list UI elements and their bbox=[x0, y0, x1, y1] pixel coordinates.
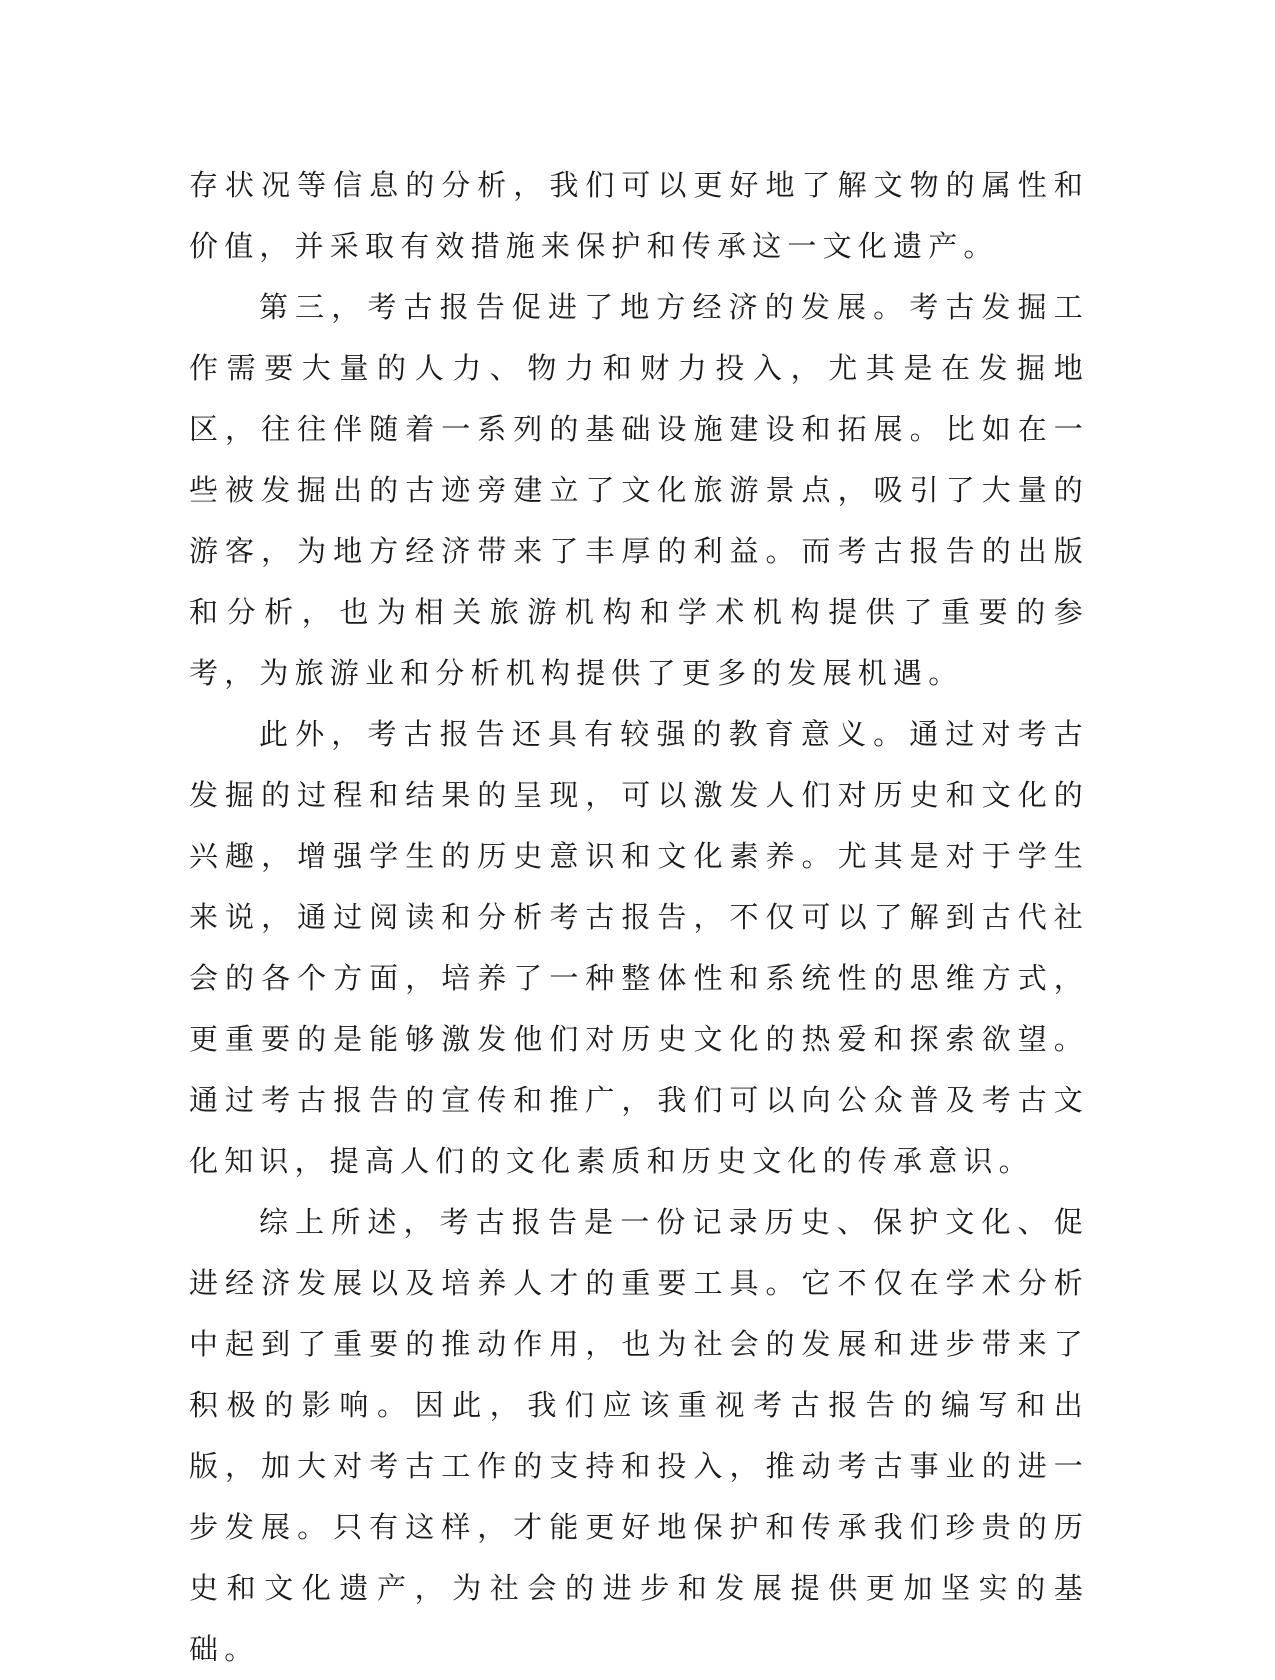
document-body bbox=[189, 155, 1089, 1680]
paragraph-conclusion: 综上所述，考古报告是一份记录历史、保护文化、促进经济发展以及培养人才的重要工具。它不仅在学术分析中起到了重要的推动作用，也为社会的发展和进步带来了积极的影响。因此，我们应该重视考古报告的编写和出版，加大对考古工作的支持和投入，推动考古事业的进一步发展。只有这样，才能更好地保护和传承我们珍贵的历史和文化遗产，为社会的进步和发展提供更加坚实的基础。 bbox=[189, 1205, 1089, 1666]
paragraph-continuation: 存状况等信息的分析，我们可以更好地了解文物的属性和价值，并采取有效措施来保护和传承这一文化遗产。 bbox=[189, 168, 1089, 263]
paragraph-economy: 第三，考古报告促进了地方经济的发展。考古发掘工作需要大量的人力、物力和财力投入，尤其是在发掘地区，往往伴随着一系列的基础设施建设和拓展。比如在一些被发掘出的古迹旁建立了文化旅游景点，吸引了大量的游客，为地方经济带来了丰厚的利益。而考古报告的出版和分析，也为相关旅游机构和学术机构提供了重要的参考，为旅游业和分析机构提供了更多的发展机遇。 bbox=[189, 290, 1089, 690]
paragraph-education: 此外，考古报告还具有较强的教育意义。通过对考古发掘的过程和结果的呈现，可以激发人们对历史和文化的兴趣，增强学生的历史意识和文化素养。尤其是对于学生来说，通过阅读和分析考古报告，不仅可以了解到古代社会的各个方面，培养了一种整体性和系统性的思维方式，更重要的是能够激发他们对历史文化的热爱和探索欲望。通过考古报告的宣传和推广，我们可以向公众普及考古文化知识，提高人们的文化素质和历史文化的传承意识。 bbox=[189, 717, 1089, 1178]
